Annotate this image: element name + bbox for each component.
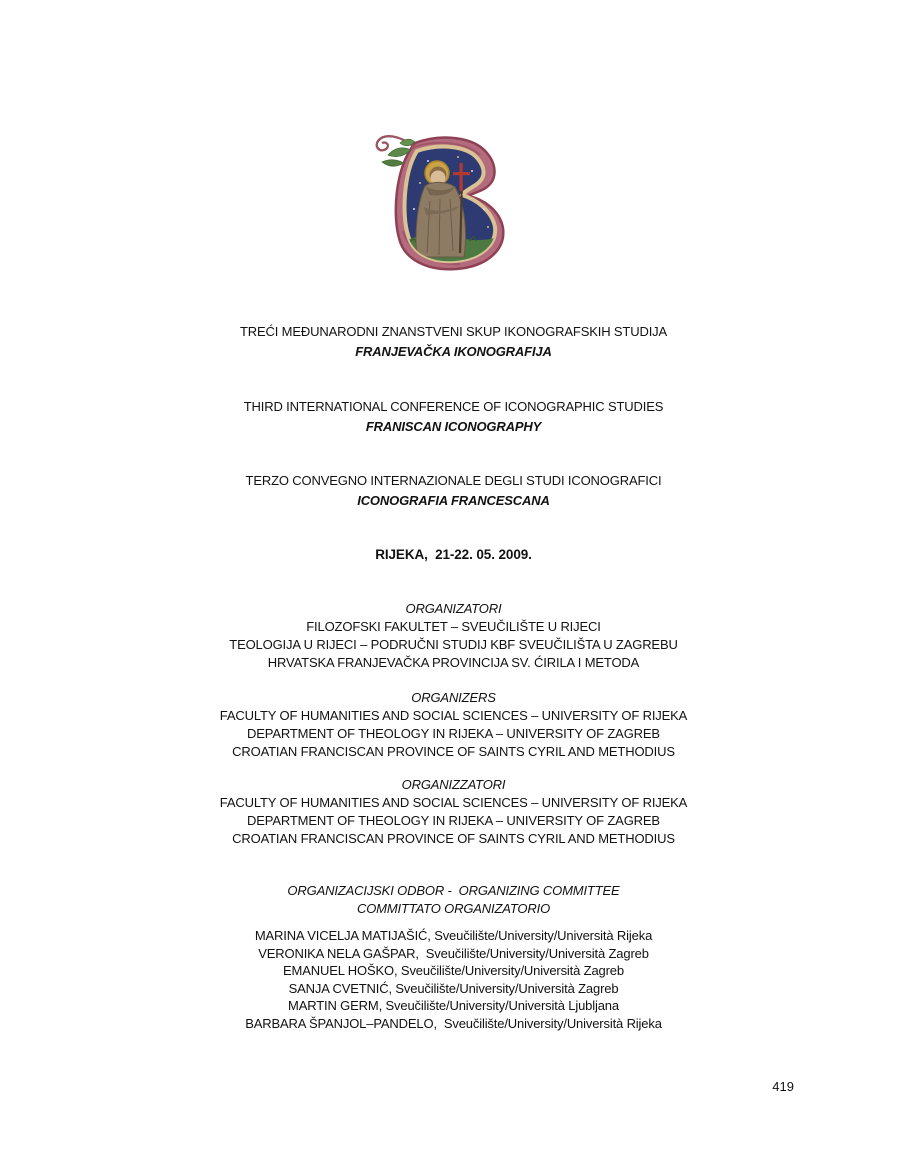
committee-members — [0, 927, 907, 1032]
event-date-line: RIJEKA, 21-22. 05. 2009. — [375, 547, 532, 562]
organizer-line: TEOLOGIJA U RIJECI – PODRUČNI STUDIJ KBF SVEUČILIŠTA U ZAGREBU — [229, 637, 678, 652]
title-croatian-line1: TREĆI MEĐUNARODNI ZNANSTVENI SKUP IKONOGRAFSKIH STUDIJA — [239, 324, 668, 339]
organizer-line: CROATIAN FRANCISCAN PROVINCE OF SAINTS CYRIL AND METHODIUS — [232, 744, 675, 759]
committee-member: BARBARA ŠPANJOL–PANDELO, Sveučilište/University/Università Rijeka — [245, 1015, 662, 1031]
organizer-line: HRVATSKA FRANJEVAČKA PROVINCIJA SV. ĆIRILA I METODA — [267, 655, 640, 670]
committee-member: SANJA CVETNIĆ, Sveučilište/University/Università Zagreb — [288, 980, 619, 996]
committee-member: EMANUEL HOŠKO, Sveučilište/University/Università Zagreb — [283, 963, 624, 978]
committee-member: VERONIKA NELA GAŠPAR, Sveučilište/University/Università Zagreb — [258, 945, 649, 961]
title-english-line2: FRANISCAN ICONOGRAPHY — [365, 419, 542, 434]
committee-member: MARINA VICELJA MATIJAŠIĆ, Sveučilište/University/Università Rijeka — [254, 928, 653, 943]
organizer-line: DEPARTMENT OF THEOLOGY IN RIJEKA – UNIVERSITY OF ZAGREB — [247, 726, 660, 741]
title-italian-line1: TERZO CONVEGNO INTERNAZIONALE DEGLI STUDI ICONOGRAFICI — [245, 473, 662, 488]
title-english-line1: THIRD INTERNATIONAL CONFERENCE OF ICONOGRAPHIC STUDIES — [243, 399, 664, 414]
event-date-location — [0, 545, 907, 565]
organizers-croatian — [0, 600, 907, 672]
organizer-line: FILOZOFSKI FAKULTET – SVEUČILIŠTE U RIJECI — [306, 619, 601, 634]
organizers-italian — [0, 776, 907, 848]
committee-heading-line2: COMMITTATO ORGANIZATORIO — [356, 900, 551, 916]
committee-heading — [0, 882, 907, 917]
title-croatian — [0, 322, 907, 362]
title-italian-line2: ICONOGRAFIA FRANCESCANA — [357, 493, 550, 508]
organizers-croatian-heading: ORGANIZATORI — [405, 601, 502, 616]
committee-member: MARTIN GERM, Sveučilište/University/Università Ljubljana — [288, 998, 619, 1013]
illuminated-initial-b-icon — [370, 131, 513, 273]
committee-heading-line1: ORGANIZACIJSKI ODBOR - ORGANIZING COMMITTEE — [287, 883, 620, 898]
organizers-italian-heading: ORGANIZZATORI — [401, 777, 506, 792]
title-croatian-line2: FRANJEVAČKA IKONOGRAFIJA — [355, 344, 552, 359]
organizers-english — [0, 689, 907, 761]
organizer-line: DEPARTMENT OF THEOLOGY IN RIJEKA – UNIVERSITY OF ZAGREB — [247, 813, 660, 828]
organizer-line: FACULTY OF HUMANITIES AND SOCIAL SCIENCES – UNIVERSITY OF RIJEKA — [219, 708, 688, 723]
organizers-english-heading: ORGANIZERS — [411, 690, 496, 705]
illuminated-initial-b-image — [370, 131, 513, 273]
organizer-line: CROATIAN FRANCISCAN PROVINCE OF SAINTS CYRIL AND METHODIUS — [232, 831, 675, 846]
title-italian — [0, 471, 907, 511]
title-english — [0, 397, 907, 437]
page-number: 419 — [772, 1079, 794, 1094]
organizer-line: FACULTY OF HUMANITIES AND SOCIAL SCIENCES – UNIVERSITY OF RIJEKA — [219, 795, 688, 810]
